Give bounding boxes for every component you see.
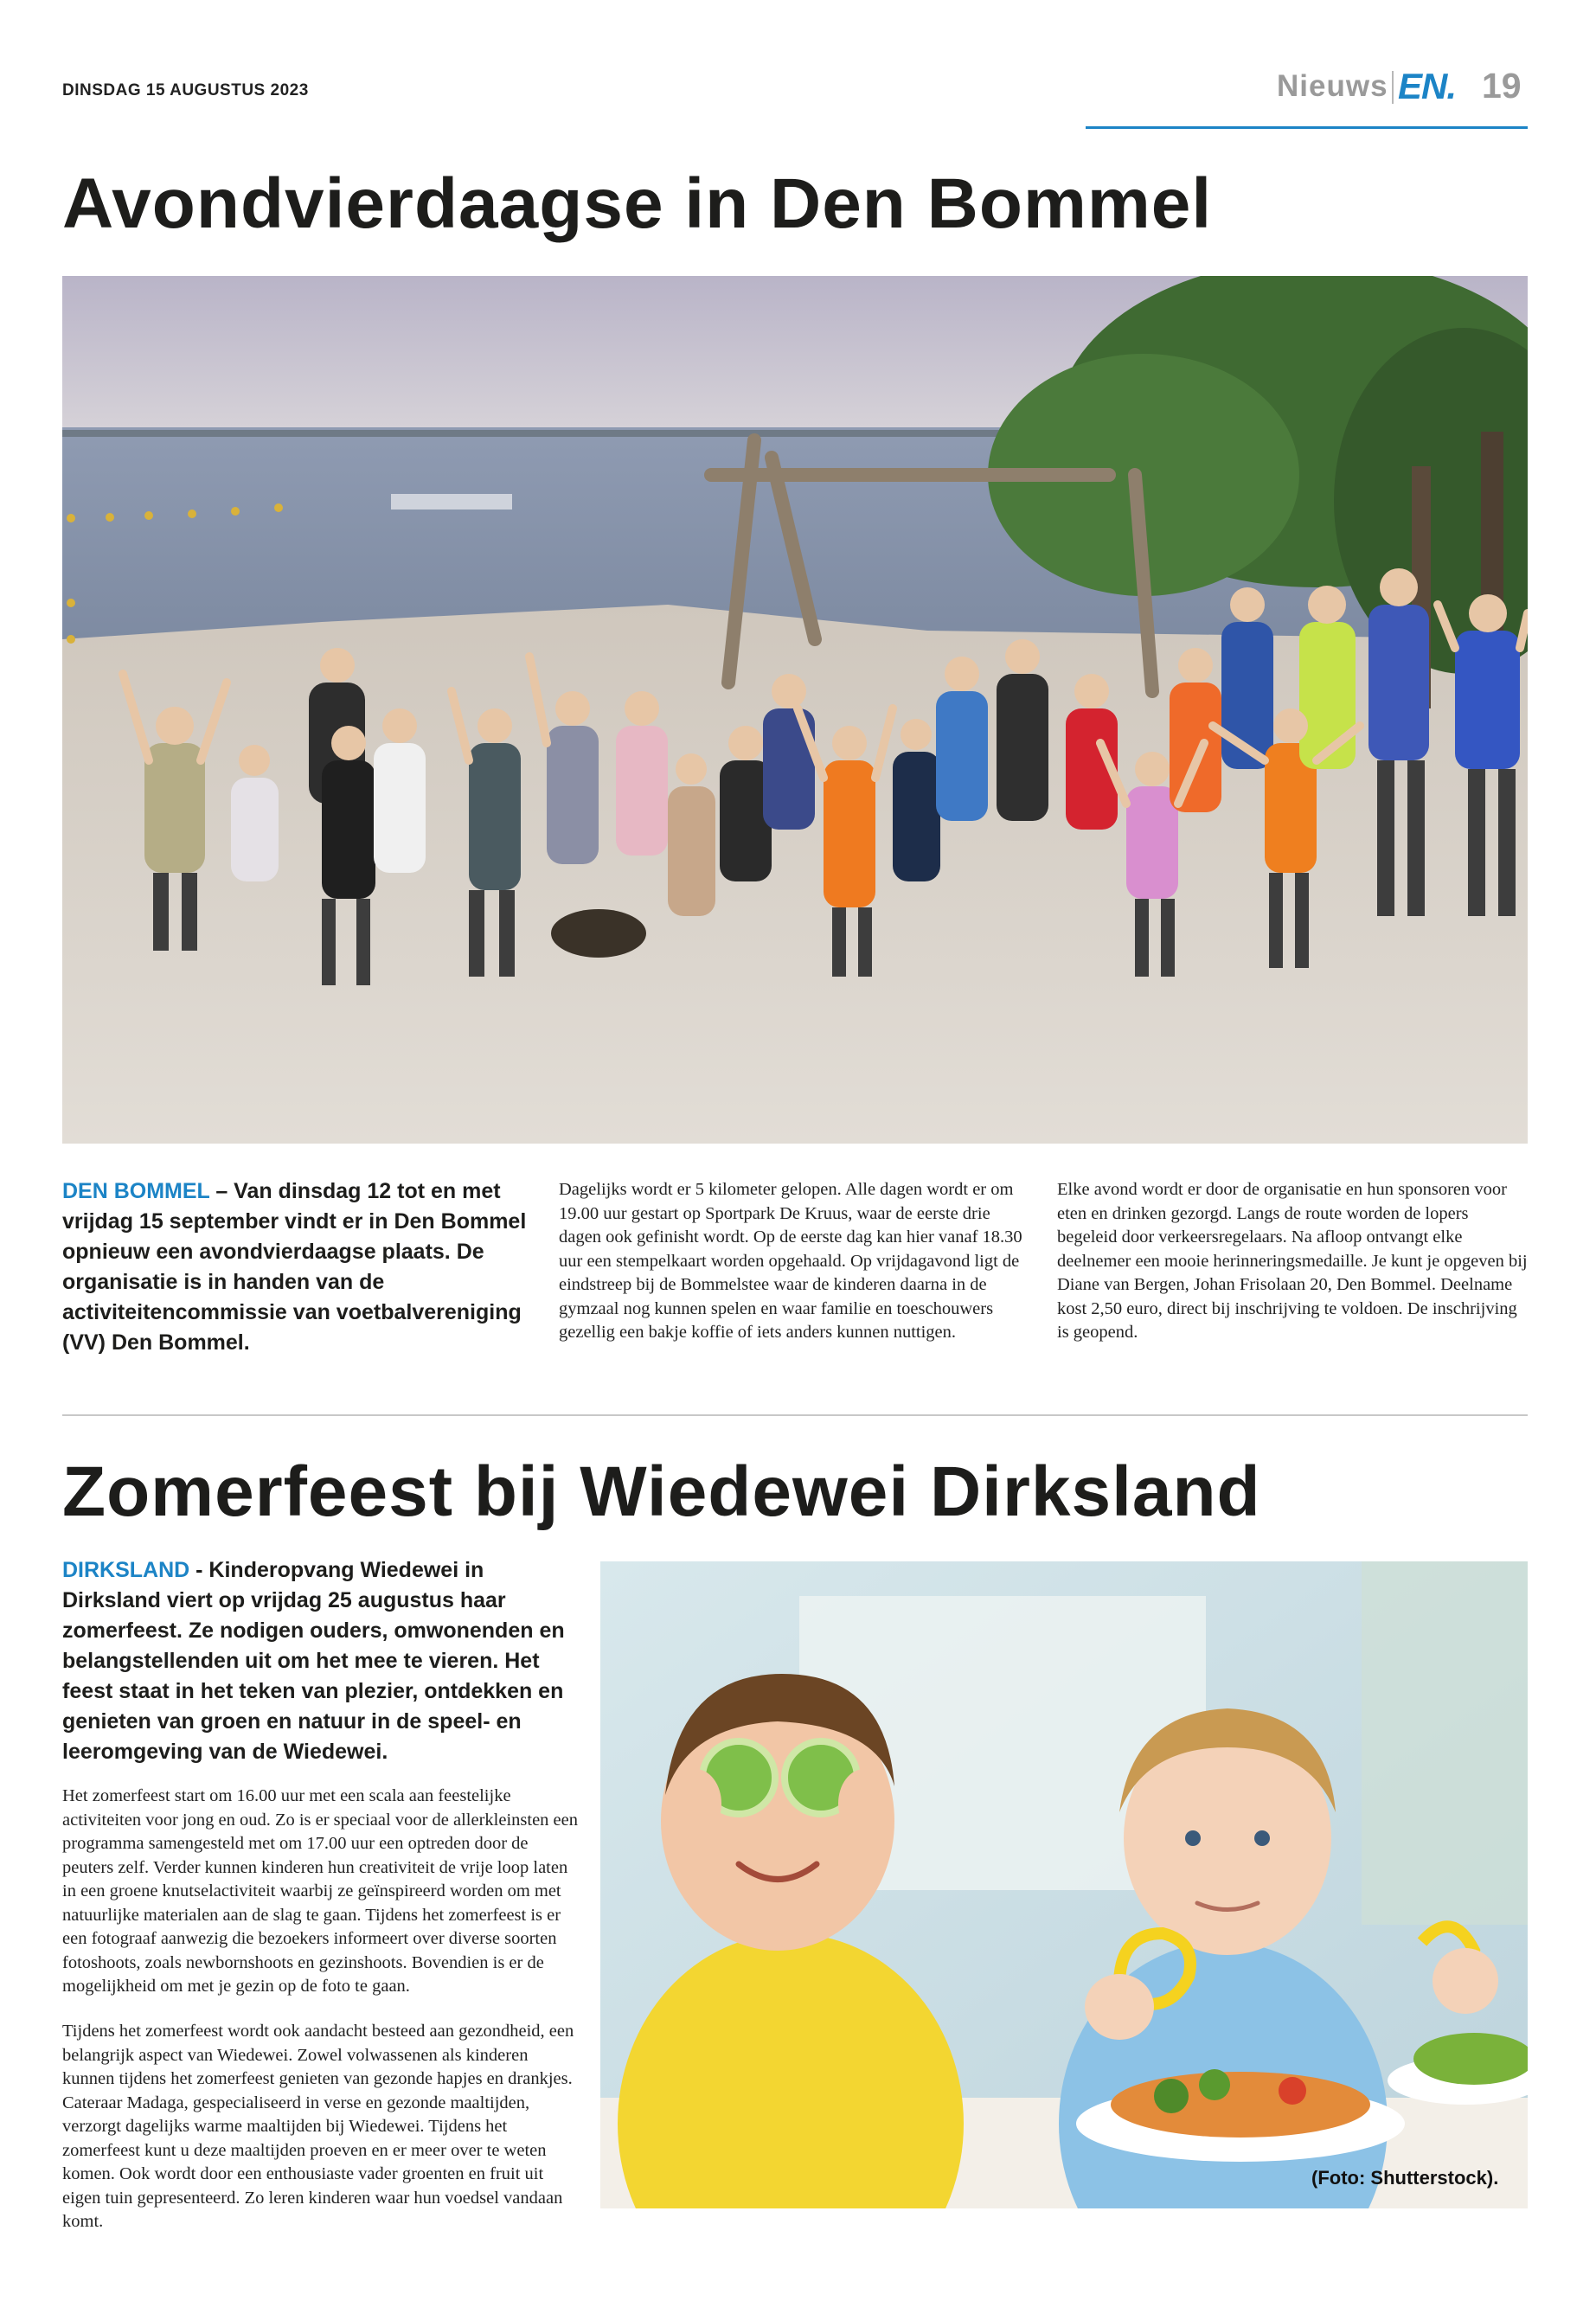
article2-lead — [62, 1555, 581, 1767]
newspaper-logo: EN. — [1398, 66, 1457, 106]
article1-column-2: Dagelijks wordt er 5 kilometer gelopen. Alle dagen wordt er om 19.00 uur gestart op Sportpark De Kruus, waar de eerste drie dagen ook gefinisht wordt. Op de eerste dag kan hier vanaf 18.30 uur een stempelkaart worden opgehaald. Op vrijdagavond ligt de eindstreep bij de Bommelstee waar de kinderen daarna in de gymzaal nog kunnen spelen en waar familie en toeschouwers gezellig een bakje koffie of iets anders kunnen nuttigen. — [559, 1180, 1022, 1342]
article1-lead-text: – Van dinsdag 12 tot en met vrijdag 15 september vindt er in Den Bommel opnieuw een avondvierdaagse plaats. De organisatie is in handen van de activiteitencommissie van voetbalvereniging (VV) Den Bommel. — [62, 1179, 527, 1355]
article1-lead — [62, 1176, 529, 1358]
article2-lead-text: - Kinderopvang Wiedewei in Dirksland viert op vrijdag 25 augustus haar zomerfeest. Ze nodigen ouders, omwonenden en belangstellenden uit om het mee te vieren. Het feest staat in het teken van plezier, ontdekken en genieten van groen en natuur in de speel- en leeromgeving van de Wiedewei. — [62, 1558, 565, 1764]
article1-photo — [62, 276, 1528, 1144]
article1-headline: Avondvierdaagse in Den Bommel — [62, 164, 1213, 243]
photo-credit: (Foto: Shutterstock). — [1311, 2167, 1499, 2189]
article2-photo — [600, 1561, 1528, 2208]
article2-paragraph-1: Het zomerfeest start om 16.00 uur met een scala aan feestelijke activiteiten voor jong en oud. Zo is er speciaal voor de allerkleinsten een programma samengesteld met om 17.00 uur een optreden door de peuters zelf. Verder kunnen kinderen hun creativiteit de vrije loop laten in een groene knutselactiviteit waarbij ze geïnspireerd worden om met natuurlijke materialen aan de slag te gaan. Tijdens het zomerfeest is er een fotograaf aanwezig die bezoekers informeert over diverse soorten fotoshoots, zoals newbornshoots en gezinshoots. Bovendien is er de mogelijkheid om met je gezin op de foto te gaan. — [62, 1786, 579, 1996]
article2-paragraph-2: Tijdens het zomerfeest wordt ook aandacht besteed aan gezondheid, een belangrijk aspect van Wiedewei. Zowel volwassenen als kinderen kunnen tijdens het zomerfeest genieten van gezonde hapjes en drankjes. Cateraar Madaga, gespecialiseerd in verse en gezonde maaltijden, verzorgt dagelijks warme maaltijden bij Wiedewei. Tijdens het zomerfeest kunt u deze maaltijden proeven en er meer over te weten komen. Ook wordt door een enthousiaste vader groenten en fruit uit eigen tuin gepresenteerd. Zo leren kinderen waar hun voedsel vandaan komt. — [62, 2022, 574, 2231]
article2-dateline: DIRKSLAND — [62, 1558, 190, 1582]
article1-dateline: DEN BOMMEL — [62, 1179, 210, 1203]
article2-headline: Zomerfeest bij Wiedewei Dirksland — [62, 1452, 1261, 1531]
masthead-rule — [1086, 126, 1528, 129]
article-divider — [62, 1414, 1528, 1416]
section-label: Nieuws — [1277, 69, 1388, 103]
page-number: 19 — [1482, 66, 1522, 106]
issue-date: DINSDAG 15 AUGUSTUS 2023 — [62, 81, 309, 99]
article1-column-3: Elke avond wordt er door de organisatie en hun sponsoren voor eten en drinken gezorgd. Langs de route worden de lopers begeleid door verkeersregelaars. Na afloop ontvangt elke deelnemer een mooie herinneringsmedaille. Je kunt je opgeven bij Diane van Bergen, Johan Frisolaan 20, Den Bommel. Deelname kost 2,50 euro, direct bij inschrijving te voldoen. De inschrijving is geopend. — [1057, 1180, 1528, 1342]
masthead-divider — [1392, 71, 1394, 104]
